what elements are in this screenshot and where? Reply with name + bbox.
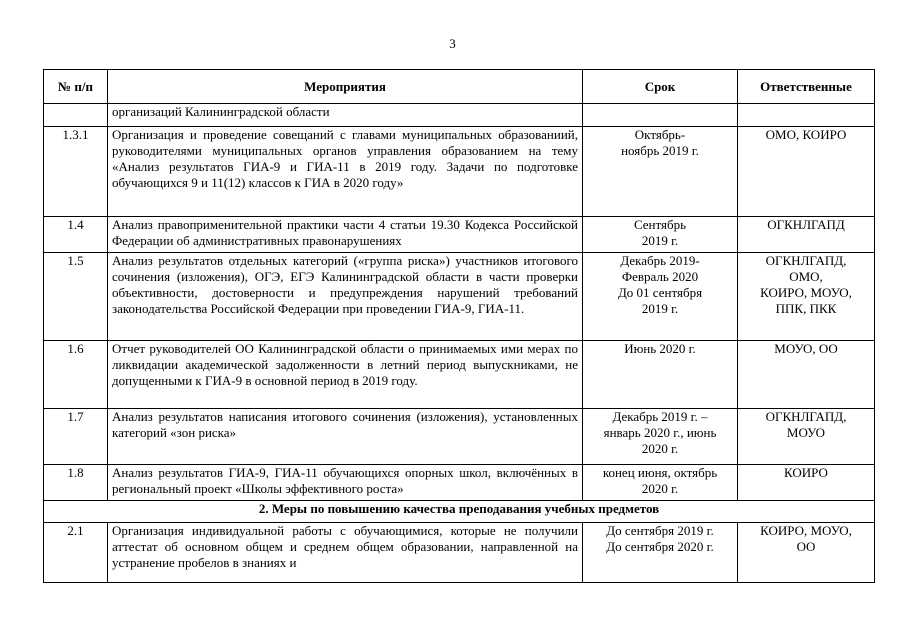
row-num: 1.5 [44, 253, 108, 341]
row-event: Анализ результатов написания итогового сочинения (изложения), установленных категорий «зон риска» [108, 409, 583, 465]
row-num: 1.3.1 [44, 127, 108, 217]
row-event: Организация индивидуальной работы с обучающимися, которые не получили аттестат об основном общем и среднем общем образовании, направленной на устранение пробелов в знаниях и [108, 523, 583, 583]
row-num: 1.7 [44, 409, 108, 465]
header-num: № п/п [44, 70, 108, 104]
row-num: 1.6 [44, 341, 108, 409]
row-num [44, 104, 108, 127]
row-term: Декабрь 2019- Февраль 2020 До 01 сентября 2019 г. [583, 253, 738, 341]
row-responsible: КОИРО, МОУО, ОО [738, 523, 875, 583]
table-row [44, 523, 875, 583]
row-event: Анализ правоприменительной практики части 4 статьи 19.30 Кодекса Российской Федерации об административных правонарушениях [108, 217, 583, 253]
table-row [44, 217, 875, 253]
row-event: организаций Калининградской области [108, 104, 583, 127]
row-term: конец июня, октябрь 2020 г. [583, 465, 738, 501]
row-num: 1.8 [44, 465, 108, 501]
row-term: Декабрь 2019 г. – январь 2020 г., июнь 2020 г. [583, 409, 738, 465]
table-row [44, 104, 875, 127]
row-term: Июнь 2020 г. [583, 341, 738, 409]
row-event: Анализ результатов ГИА-9, ГИА-11 обучающихся опорных школ, включённых в региональный проект «Школы эффективного роста» [108, 465, 583, 501]
row-event: Отчет руководителей ОО Калининградской области о принимаемых ими мерах по ликвидации академической задолженности в летний период выпускниками, не допущенными к ГИА-9 в основной период в 2019 году. [108, 341, 583, 409]
row-event: Анализ результатов отдельных категорий («группа риска») участников итогового сочинения (изложения), ОГЭ, ЕГЭ Калининградской области в части проверки объективности, достоверности и предупреждения нарушений требований законодательства Российской Федерации при проведении ГИА-9, ГИА-11. [108, 253, 583, 341]
row-responsible: ОГКНЛГАПД, МОУО [738, 409, 875, 465]
header-term: Срок [583, 70, 738, 104]
row-responsible [738, 104, 875, 127]
row-responsible: ОМО, КОИРО [738, 127, 875, 217]
row-term: Октябрь- ноябрь 2019 г. [583, 127, 738, 217]
section-heading: 2. Меры по повышению качества преподавания учебных предметов [44, 501, 875, 523]
row-responsible: ОГКНЛГАПД [738, 217, 875, 253]
events-table [43, 69, 875, 583]
table-row [44, 465, 875, 501]
row-num: 2.1 [44, 523, 108, 583]
page-number: 3 [449, 36, 456, 51]
header-event: Мероприятия [108, 70, 583, 104]
table-header-row [44, 70, 875, 104]
table-row [44, 409, 875, 465]
row-term [583, 104, 738, 127]
table-row [44, 341, 875, 409]
row-term: Сентябрь 2019 г. [583, 217, 738, 253]
row-num: 1.4 [44, 217, 108, 253]
row-responsible: ОГКНЛГАПД, ОМО, КОИРО, МОУО, ППК, ПКК [738, 253, 875, 341]
row-responsible: КОИРО [738, 465, 875, 501]
table-row [44, 253, 875, 341]
row-event: Организация и проведение совещаний с главами муниципальных образованиий, руководителями муниципальных органов управления образованием на тему «Анализ результатов ГИА-9 и ГИА-11 в 2019 году. Задачи по подготовке обучающихся 9 и 11(12) классов к ГИА в 2020 году» [108, 127, 583, 217]
table-row [44, 127, 875, 217]
row-responsible: МОУО, ОО [738, 341, 875, 409]
header-responsible: Ответственные [738, 70, 875, 104]
section-heading-row [44, 501, 875, 523]
row-term: До сентября 2019 г. До сентября 2020 г. [583, 523, 738, 583]
